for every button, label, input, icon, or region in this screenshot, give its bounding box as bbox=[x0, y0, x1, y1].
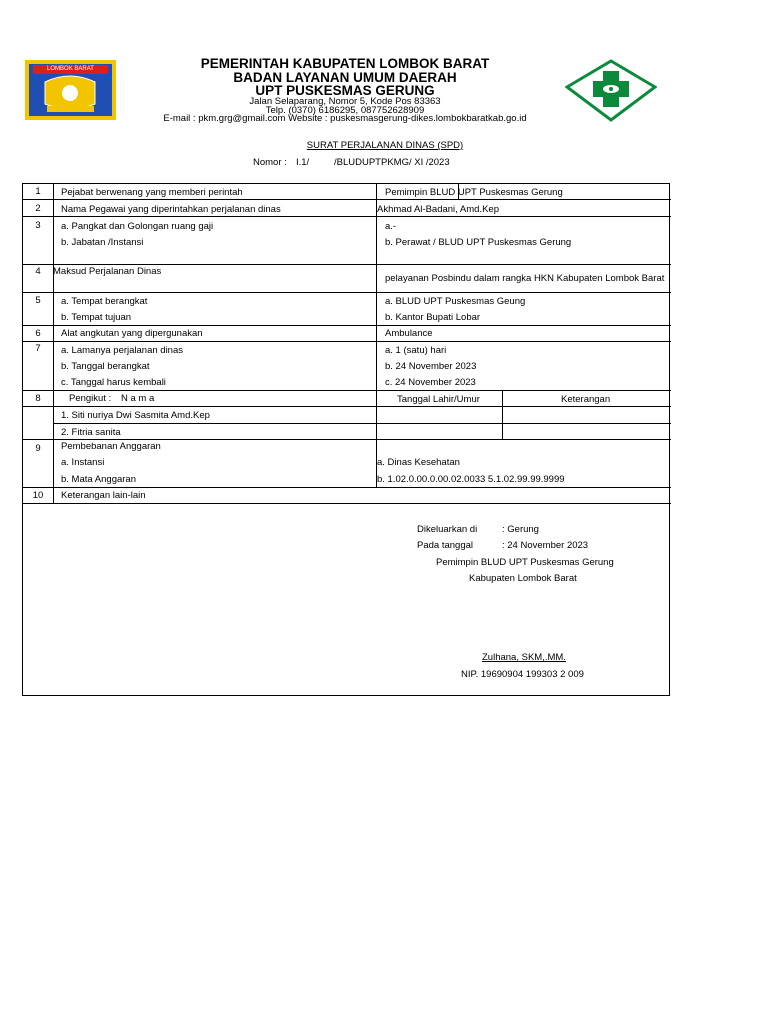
nomor-label: Nomor : bbox=[253, 157, 287, 168]
column-divider bbox=[53, 183, 54, 503]
row-label: Pejabat berwenang yang memberi perintah bbox=[61, 187, 243, 198]
row-divider bbox=[22, 264, 671, 265]
row-label: b. Mata Anggaran bbox=[61, 474, 136, 485]
issued-label: Dikeluarkan di bbox=[417, 524, 478, 535]
row-number: 1 bbox=[35, 186, 41, 197]
row-divider bbox=[22, 216, 671, 217]
row-value: pelayanan Posbindu dalam rangka HKN Kabupaten Lombok Barat bbox=[385, 273, 665, 284]
row-number: 2 bbox=[35, 203, 41, 214]
signer-region: Kabupaten Lombok Barat bbox=[469, 573, 577, 584]
header-email: E-mail : pkm.grg@gmail.com Website : puskesmasgerung-dikes.lombokbaratkab.go.id bbox=[163, 113, 527, 124]
row-value: Ambulance bbox=[385, 328, 433, 339]
date-value: : 24 November 2023 bbox=[502, 540, 589, 551]
row-label: b. Tanggal berangkat bbox=[61, 361, 150, 372]
row-number: 6 bbox=[35, 328, 41, 339]
row-divider bbox=[22, 439, 671, 440]
puskesmas-logo bbox=[565, 59, 657, 122]
row-label: a. Lamanya perjalanan dinas bbox=[61, 345, 184, 356]
date-label: Pada tanggal bbox=[417, 540, 473, 551]
row-value: Akhmad Al-Badani, Amd.Kep bbox=[377, 204, 499, 215]
row-label: Nama Pegawai yang diperintahkan perjalanan dinas bbox=[61, 204, 281, 215]
row-label: Keterangan lain-lain bbox=[61, 490, 146, 501]
row-value: c. 24 November 2023 bbox=[385, 377, 476, 388]
row-value: a.- bbox=[385, 221, 397, 232]
row-divider bbox=[22, 390, 671, 391]
row-value: a. 1 (satu) hari bbox=[385, 345, 447, 356]
pengikut-item: 2. Fitria sanita bbox=[61, 427, 121, 438]
row-number: 10 bbox=[32, 490, 44, 501]
row-divider bbox=[22, 199, 671, 200]
row-number: 4 bbox=[35, 266, 41, 277]
row-divider bbox=[22, 341, 671, 342]
row-label: Pembebanan Anggaran bbox=[61, 441, 161, 452]
lombok-barat-logo bbox=[25, 60, 116, 120]
row-value: a. BLUD UPT Puskesmas Geung bbox=[385, 296, 526, 307]
row-label: b. Tempat tujuan bbox=[61, 312, 132, 323]
row-label: Maksud Perjalanan Dinas bbox=[53, 266, 162, 277]
signer-name: Zulhana, SKM,.MM. bbox=[482, 652, 566, 663]
column-header-keterangan: Keterangan bbox=[561, 394, 611, 405]
signer-position: Pemimpin BLUD UPT Puskesmas Gerung bbox=[436, 557, 614, 568]
row-value: b. 1.02.0.00.0.00.02.0033 5.1.02.99.99.9999 bbox=[377, 474, 565, 485]
row-number: 9 bbox=[35, 443, 41, 454]
health-cross-icon bbox=[565, 59, 657, 122]
header-phone: Telp. (0370) 6186295, 087752628909 bbox=[265, 105, 425, 116]
row-label: Alat angkutan yang dipergunakan bbox=[61, 328, 203, 339]
row-value: b. Perawat / BLUD UPT Puskesmas Gerung bbox=[385, 237, 572, 248]
column-divider bbox=[502, 390, 503, 439]
row-value: b. Kantor Bupati Lobar bbox=[385, 312, 481, 323]
row-value: Pemimpin BLUD UPT Puskesmas Gerung bbox=[385, 187, 563, 198]
row-number: 8 bbox=[35, 393, 41, 404]
row-label: a. Pangkat dan Golongan ruang gaji bbox=[61, 221, 214, 232]
logo-banner-text: LOMBOK BARAT bbox=[47, 66, 94, 72]
row-divider bbox=[22, 292, 671, 293]
row-divider bbox=[22, 325, 671, 326]
document-title: SURAT PERJALANAN DINAS (SPD) bbox=[306, 140, 464, 151]
signer-nip: NIP. 19690904 199303 2 009 bbox=[461, 669, 584, 680]
row-label: Pengikut : bbox=[69, 393, 112, 404]
row-number: 7 bbox=[35, 343, 41, 354]
header-line-1: PEMERINTAH KABUPATEN LOMBOK BARAT bbox=[200, 56, 490, 71]
column-header-tanggal: Tanggal Lahir/Umur bbox=[397, 394, 480, 405]
header-line-2: BADAN LAYANAN UMUM DAERAH bbox=[233, 70, 457, 85]
row-divider bbox=[22, 503, 671, 504]
row-label: a. Tempat berangkat bbox=[61, 296, 148, 307]
column-divider bbox=[376, 183, 377, 487]
row-label: a. Instansi bbox=[61, 457, 105, 468]
nomor-part2: /BLUDUPTPKMG/ XI /2023 bbox=[334, 157, 450, 168]
row-divider bbox=[22, 406, 671, 407]
row-divider bbox=[53, 423, 671, 424]
header-line-3: UPT PUSKESMAS GERUNG bbox=[255, 83, 435, 98]
row-number: 5 bbox=[35, 295, 41, 306]
row-divider bbox=[22, 487, 671, 488]
row-label: c. Tanggal harus kembali bbox=[61, 377, 166, 388]
row-label: b. Jabatan /Instansi bbox=[61, 237, 144, 248]
column-header-nama: N a m a bbox=[121, 393, 155, 404]
row-value: a. Dinas Kesehatan bbox=[377, 457, 460, 468]
pengikut-item: 1. Siti nuriya Dwi Sasmita Amd.Kep bbox=[61, 410, 210, 421]
header-address: Jalan Selaparang, Nomor 5, Kode Pos 83363 bbox=[249, 96, 441, 107]
row-number: 3 bbox=[35, 220, 41, 231]
issued-value: : Gerung bbox=[502, 524, 539, 535]
row-value: b. 24 November 2023 bbox=[385, 361, 477, 372]
nomor-part1: I.1/ bbox=[296, 157, 310, 168]
